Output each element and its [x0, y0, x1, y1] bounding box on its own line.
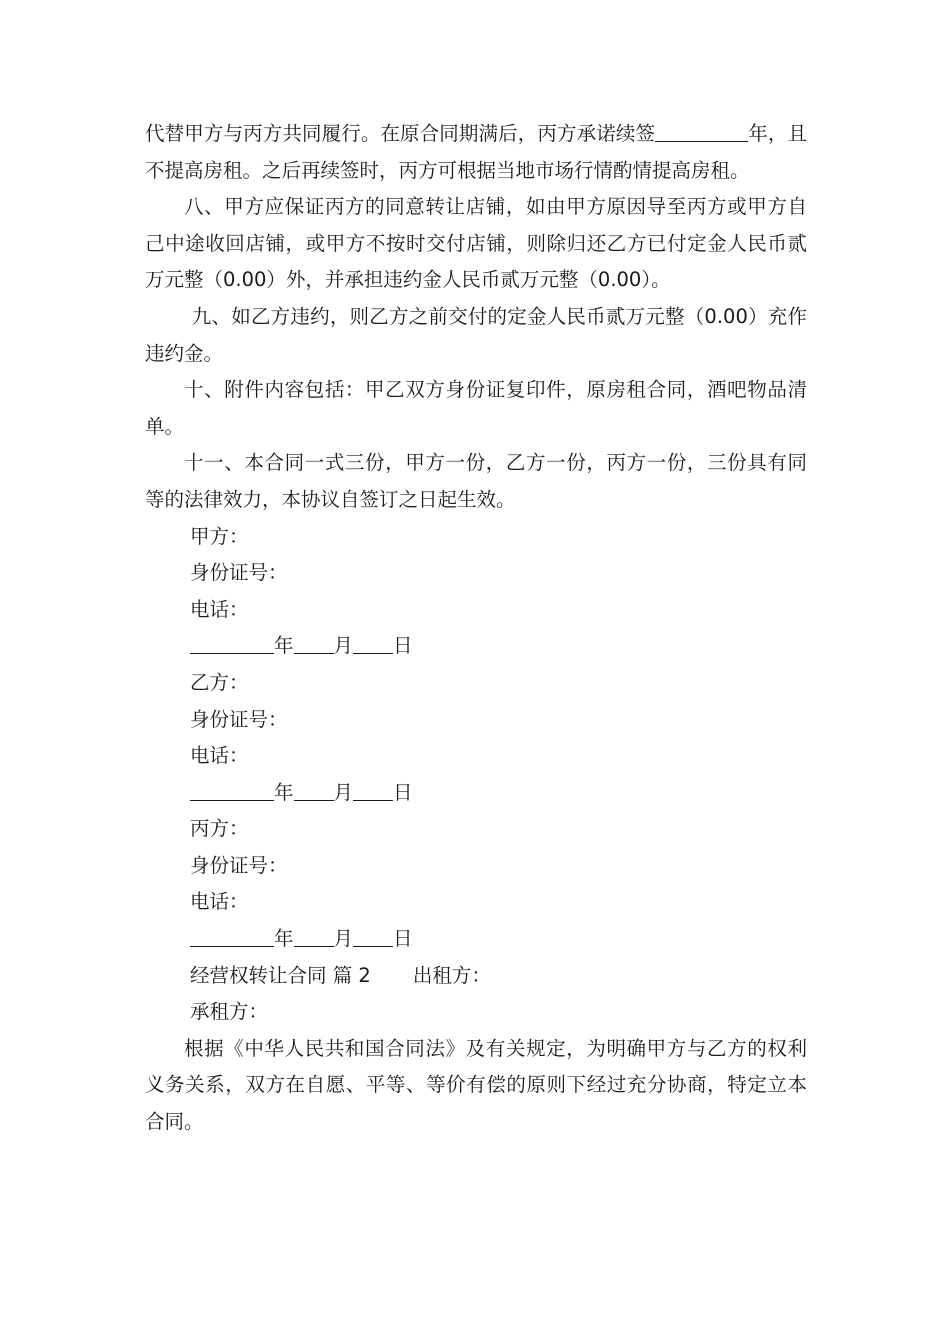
month-blank — [294, 633, 334, 654]
clause-11: 十一、本合同一式三份，甲方一份，乙方一份，丙方一份，三份具有同等的法律效力，本协议自签订之日起生效。 — [145, 451, 807, 511]
day-blank — [353, 926, 393, 947]
party-c-date-line — [145, 921, 807, 958]
year-label: 年 — [274, 927, 294, 951]
party-c-id-label: 身份证号： — [190, 853, 288, 877]
day-label: 日 — [393, 780, 413, 804]
year-blank — [190, 633, 274, 654]
lessee-label: 承租方： — [190, 1000, 269, 1024]
lessor-label: 出租方： — [412, 963, 491, 987]
party-a-id-label: 身份证号： — [190, 561, 288, 585]
day-blank — [353, 779, 393, 800]
party-c-phone-label: 电话： — [190, 890, 249, 914]
party-a-label: 甲方： — [190, 524, 249, 548]
document-body — [145, 116, 807, 1141]
clause-7-text-b: 年，且不提高房租。之后再续签时，丙方可根据当地市场行情酌情提高房租。 — [145, 122, 807, 182]
day-blank — [353, 633, 393, 654]
day-label: 日 — [393, 927, 413, 951]
clause-8: 八、甲方应保证丙方的同意转让店铺，如由甲方原因导至丙方或甲方自己中途收回店铺，或甲方不按时交付店铺，则除归还乙方已付定金人民币贰万元整（0.00）外，并承担违约金人民币贰万元整（0.00）。 — [145, 195, 807, 292]
month-label: 月 — [333, 780, 354, 804]
day-label: 日 — [393, 634, 413, 658]
clause-7-text-a: 代替甲方与丙方共同履行。在原合同期满后，丙方承诺续签 — [145, 122, 656, 145]
year-blank — [190, 926, 274, 947]
renewal-years-blank — [655, 120, 737, 141]
month-blank — [294, 926, 334, 947]
month-blank — [294, 779, 334, 800]
section-2-title: 经营权转让合同 篇 2 — [190, 963, 371, 987]
year-blank — [190, 779, 274, 800]
clause-10: 十、附件内容包括：甲乙双方身份证复印件，原房租合同，酒吧物品清单。 — [145, 378, 807, 438]
party-b-label: 乙方： — [190, 670, 249, 694]
year-label: 年 — [274, 634, 294, 658]
party-c-label: 丙方： — [190, 817, 249, 841]
section-2-heading-line — [145, 958, 807, 995]
party-b-id-label: 身份证号： — [190, 707, 288, 731]
renewal-blank-tail — [737, 120, 748, 141]
clause-9: 九、如乙方违约，则乙方之前交付的定金人民币贰万元整（0.00）充作违约金。 — [145, 304, 807, 365]
party-b-phone-label: 电话： — [190, 744, 249, 768]
year-label: 年 — [274, 780, 294, 804]
section-2-intro: 根据《中华人民共和国合同法》及有关规定，为明确甲方与乙方的权利义务关系，双方在自愿、平等、等价有偿的原则下经过充分协商，特定立本合同。 — [145, 1036, 807, 1134]
party-a-date-line — [145, 628, 807, 665]
month-label: 月 — [333, 927, 354, 951]
party-b-date-line — [145, 775, 807, 812]
clause-7-continuation — [145, 116, 807, 189]
month-label: 月 — [333, 634, 354, 658]
party-a-phone-label: 电话： — [190, 597, 249, 621]
